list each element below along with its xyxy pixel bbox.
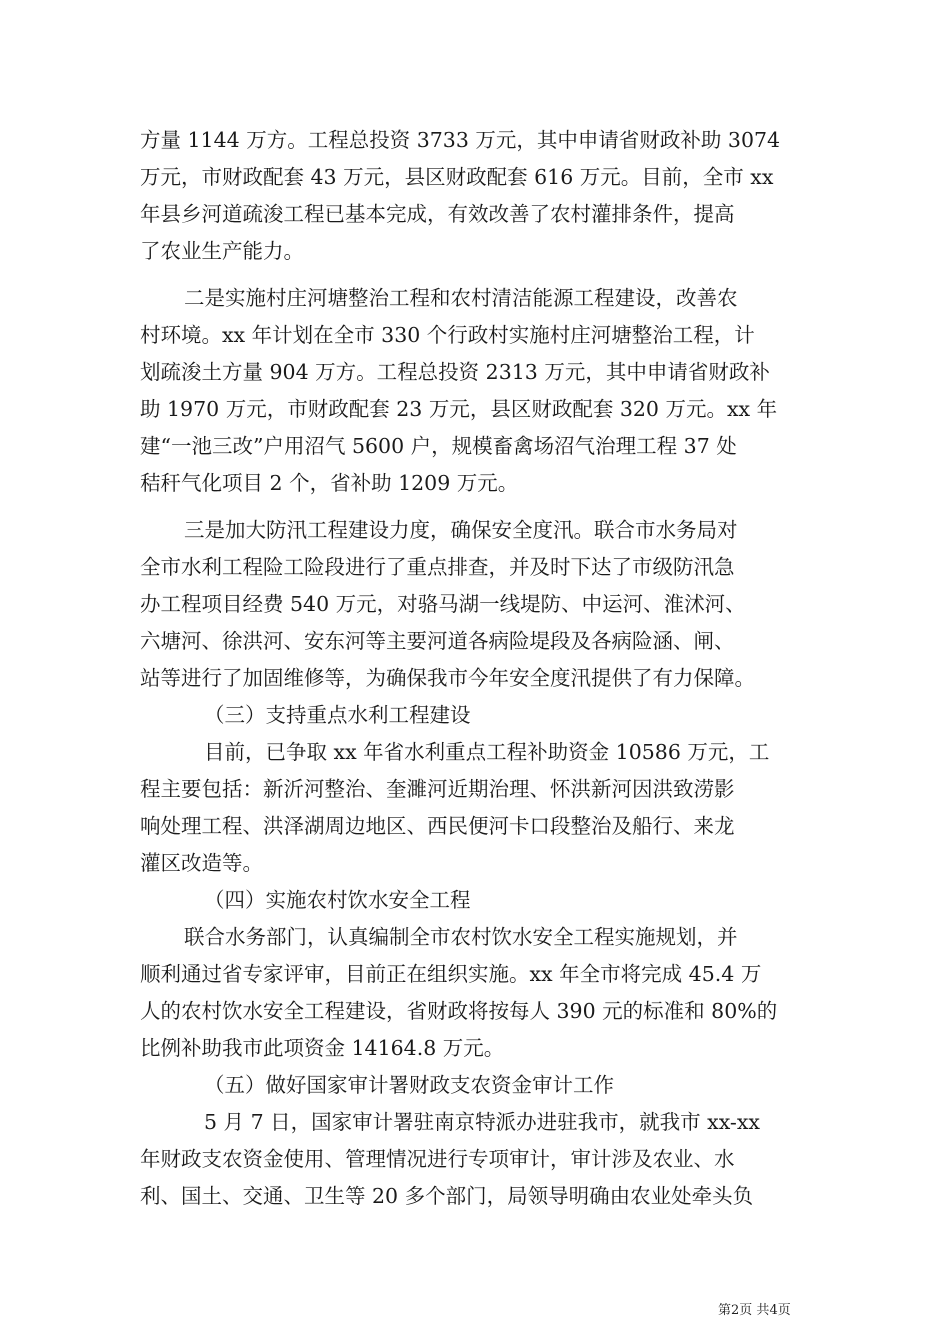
- text-line: 了农业生产能力。: [140, 239, 304, 263]
- text-line: 村环境。xx 年计划在全市 330 个行政村实施村庄河塘整治工程，计: [140, 323, 755, 347]
- footer-page-end: 页: [777, 1303, 791, 1318]
- text-line: 年财政支农资金使用、管理情况进行专项审计，审计涉及农业、水: [140, 1147, 735, 1171]
- footer-current-page: 2: [731, 1303, 740, 1318]
- text-line: 划疏浚土方量 904 万方。工程总投资 2313 万元，其中申请省财政补: [140, 360, 770, 384]
- text-line: 利、国土、交通、卫生等 20 多个部门，局领导明确由农业处牵头负: [140, 1184, 754, 1208]
- text-line: 响处理工程、洪泽湖周边地区、西民便河卡口段整治及船行、来龙: [140, 814, 735, 838]
- text-line: 人的农村饮水安全工程建设，省财政将按每人 390 元的标准和 80%的: [140, 999, 778, 1023]
- paragraph: [140, 122, 808, 270]
- footer-page-mid: 页 共: [739, 1303, 770, 1318]
- text-line: 目前，已争取 xx 年省水利重点工程补助资金 10586 万元，工: [204, 740, 770, 764]
- paragraph: [140, 1104, 808, 1215]
- text-line: 顺利通过省专家评审，目前正在组织实施。xx 年全市将完成 45.4 万: [140, 962, 762, 986]
- text-line: 站等进行了加固维修等，为确保我市今年安全度汛提供了有力保障。: [140, 666, 755, 690]
- paragraph: [140, 919, 808, 1067]
- section-heading: （四）实施农村饮水安全工程: [204, 888, 471, 912]
- text-line: 比例补助我市此项资金 14164.8 万元。: [140, 1036, 505, 1060]
- text-line: 秸秆气化项目 2 个，省补助 1209 万元。: [140, 471, 519, 495]
- text-line: 六塘河、徐洪河、安东河等主要河道各病险堤段及各病险涵、闸、: [140, 629, 735, 653]
- text-line: 建“一池三改”户用沼气 5600 户，规模畜禽场沼气治理工程 37 处: [140, 434, 737, 458]
- text-line: 灌区改造等。: [140, 851, 263, 875]
- text-line: 程主要包括：新沂河整治、奎濉河近期治理、怀洪新河因洪致涝影: [140, 777, 735, 801]
- text-line: 万元，市财政配套 43 万元，县区财政配套 616 万元。目前，全市 xx: [140, 165, 774, 189]
- text-line: 方量 1144 万方。工程总投资 3733 万元，其中申请省财政补助 3074: [140, 128, 781, 152]
- section-heading: （三）支持重点水利工程建设: [204, 703, 471, 727]
- text-line: 二是实施村庄河塘整治工程和农村清洁能源工程建设，改善农: [184, 286, 738, 310]
- footer-page-label: 第: [718, 1303, 732, 1318]
- section-heading: （五）做好国家审计署财政支农资金审计工作: [204, 1073, 614, 1097]
- footer-total-pages: 4: [769, 1303, 778, 1318]
- text-line: 全市水利工程险工险段进行了重点排查，并及时下达了市级防汛急: [140, 555, 735, 579]
- document-body: [140, 122, 808, 1215]
- text-line: 办工程项目经费 540 万元，对骆马湖一线堤防、中运河、淮沭河、: [140, 592, 746, 616]
- text-line: 助 1970 万元，市财政配套 23 万元，县区财政配套 320 万元。xx 年: [140, 397, 778, 421]
- text-line: 联合水务部门，认真编制全市农村饮水安全工程实施规划，并: [184, 925, 738, 949]
- text-line: 年县乡河道疏浚工程已基本完成，有效改善了农村灌排条件，提高: [140, 202, 735, 226]
- page-number-footer: [718, 1302, 791, 1320]
- text-line: 5 月 7 日，国家审计署驻南京特派办进驻我市，就我市 xx-xx: [204, 1110, 760, 1134]
- paragraph: [140, 734, 808, 882]
- text-line: 三是加大防汛工程建设力度，确保安全度汛。联合市水务局对: [184, 518, 738, 542]
- paragraph: [140, 280, 808, 502]
- paragraph: [140, 512, 808, 697]
